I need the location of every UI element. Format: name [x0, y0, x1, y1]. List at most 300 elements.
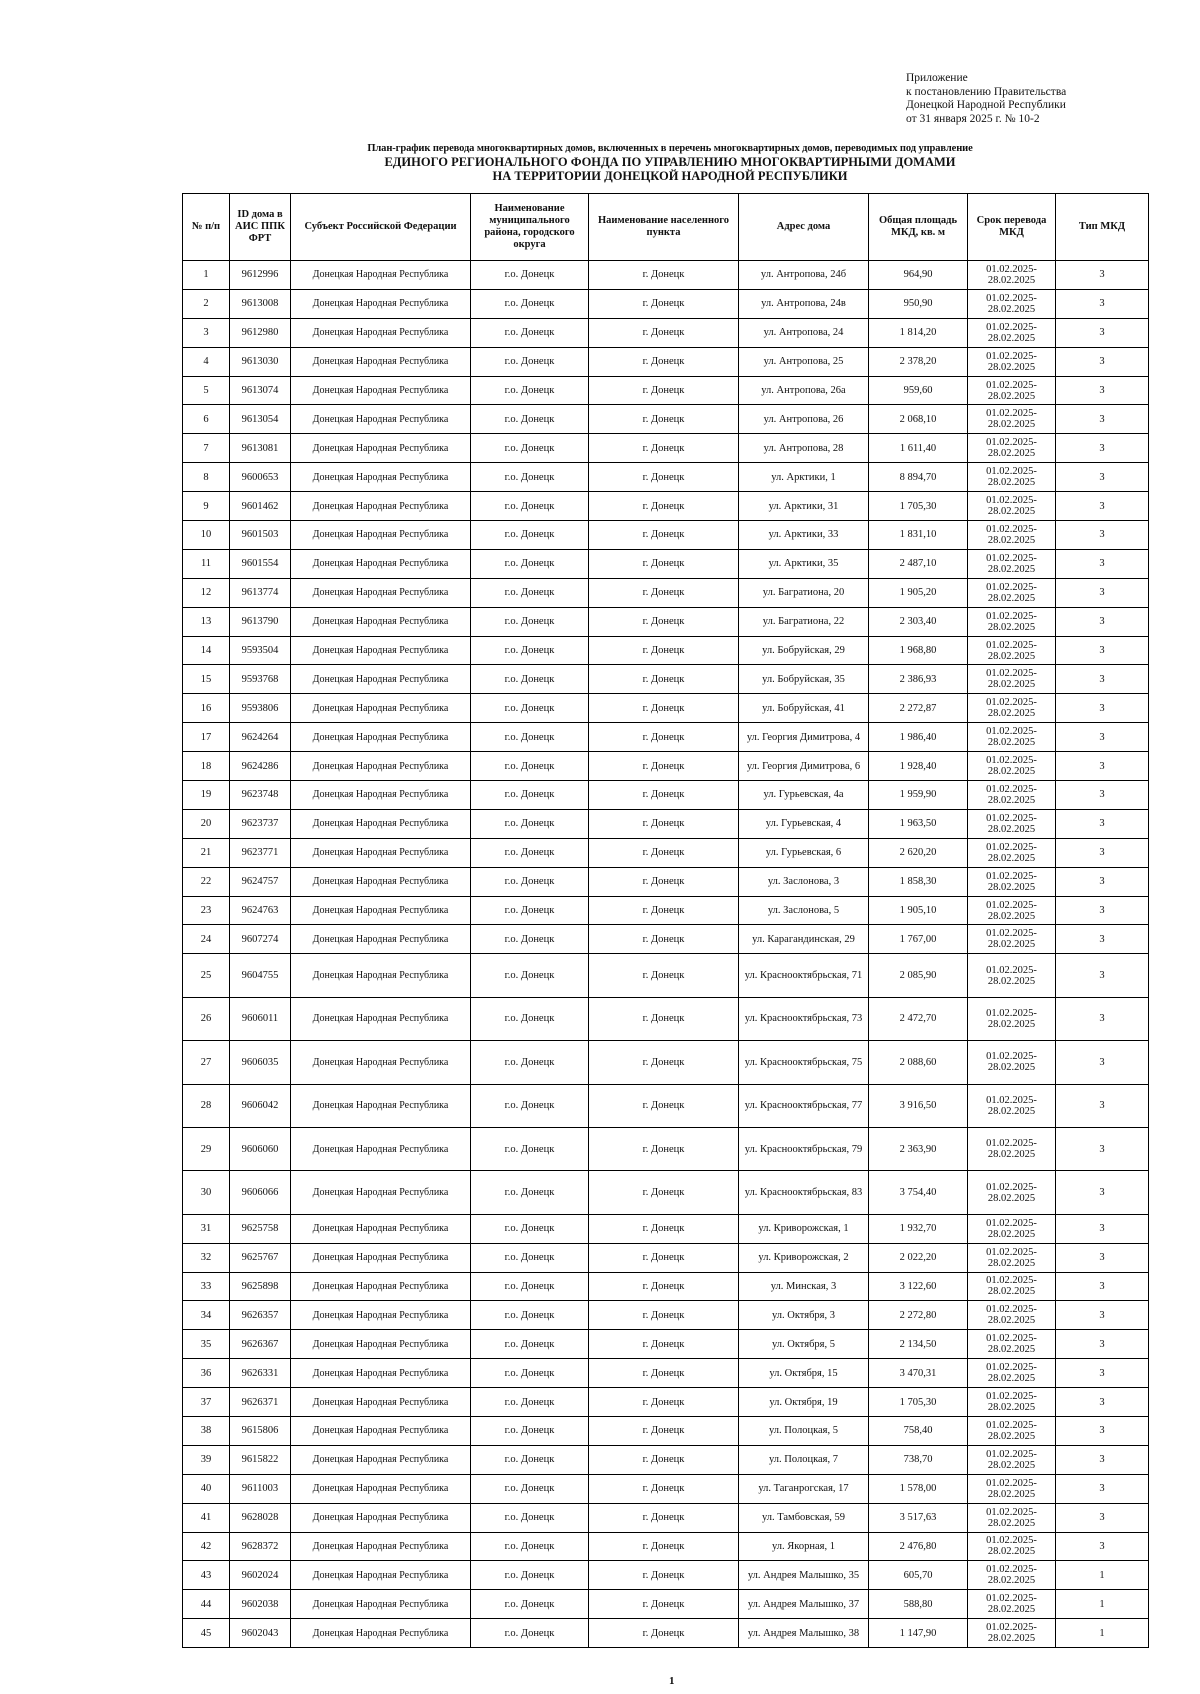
cell-term	[968, 1503, 1056, 1532]
cell-area: 3 470,31	[869, 1359, 968, 1388]
cell-type: 3	[1056, 925, 1149, 954]
cell-settlement: г. Донецк	[589, 838, 739, 867]
cell-type: 3	[1056, 318, 1149, 347]
cell-id: 9612980	[230, 318, 291, 347]
cell-type: 1	[1056, 1561, 1149, 1590]
cell-subject: Донецкая Народная Республика	[291, 1243, 471, 1272]
document-title	[150, 142, 1190, 183]
header-term: Срок перевода МКД	[968, 194, 1056, 261]
term-end: 28.02.2025	[987, 939, 1036, 951]
table-row	[183, 1590, 1149, 1619]
term-end: 28.02.2025	[987, 332, 1036, 344]
term-start: 01.02.2025-	[986, 1535, 1037, 1547]
term-end: 28.02.2025	[987, 477, 1036, 489]
term-end: 28.02.2025	[987, 881, 1036, 893]
cell-term	[968, 318, 1056, 347]
table-row	[183, 463, 1149, 492]
cell-term	[968, 636, 1056, 665]
cell-subject: Донецкая Народная Республика	[291, 838, 471, 867]
cell-num: 34	[183, 1301, 230, 1330]
cell-subject: Донецкая Народная Республика	[291, 1330, 471, 1359]
cell-term	[968, 578, 1056, 607]
cell-address: ул. Краснооктябрьская, 73	[739, 997, 869, 1040]
term-start: 01.02.2025-	[986, 1138, 1037, 1150]
cell-term	[968, 1532, 1056, 1561]
cell-id: 9625758	[230, 1214, 291, 1243]
cell-district: г.о. Донецк	[471, 1272, 589, 1301]
table-row	[183, 405, 1149, 434]
table-row	[183, 1474, 1149, 1503]
cell-id: 9624763	[230, 896, 291, 925]
cell-type: 3	[1056, 867, 1149, 896]
cell-num: 35	[183, 1330, 230, 1359]
cell-type: 3	[1056, 1416, 1149, 1445]
cell-settlement: г. Донецк	[589, 809, 739, 838]
cell-subject: Донецкая Народная Республика	[291, 521, 471, 550]
cell-district: г.о. Донецк	[471, 347, 589, 376]
cell-settlement: г. Донецк	[589, 867, 739, 896]
cell-subject: Донецкая Народная Республика	[291, 434, 471, 463]
cell-address: ул. Октября, 5	[739, 1330, 869, 1359]
cell-address: ул. Гурьевская, 4а	[739, 781, 869, 810]
cell-num: 2	[183, 289, 230, 318]
term-end: 28.02.2025	[987, 274, 1036, 286]
cell-subject: Донецкая Народная Республика	[291, 607, 471, 636]
cell-subject: Донецкая Народная Республика	[291, 1590, 471, 1619]
cell-num: 15	[183, 665, 230, 694]
term-start: 01.02.2025-	[986, 639, 1037, 651]
cell-area: 1 705,30	[869, 492, 968, 521]
cell-type: 3	[1056, 1243, 1149, 1272]
term-start: 01.02.2025-	[986, 1007, 1037, 1019]
cell-num: 9	[183, 492, 230, 521]
header-district: Наименование муниципального района, городского округа	[471, 194, 589, 261]
cell-num: 10	[183, 521, 230, 550]
table-row	[183, 1532, 1149, 1561]
cell-settlement: г. Донецк	[589, 1214, 739, 1243]
cell-subject: Донецкая Народная Республика	[291, 694, 471, 723]
term-start: 01.02.2025-	[986, 495, 1037, 507]
cell-type: 1	[1056, 1590, 1149, 1619]
cell-district: г.о. Донецк	[471, 838, 589, 867]
cell-term	[968, 607, 1056, 636]
cell-settlement: г. Донецк	[589, 1503, 739, 1532]
cell-type: 3	[1056, 636, 1149, 665]
cell-subject: Донецкая Народная Республика	[291, 1127, 471, 1170]
table-row	[183, 261, 1149, 290]
term-start: 01.02.2025-	[986, 437, 1037, 449]
cell-subject: Донецкая Народная Республика	[291, 261, 471, 290]
table-row	[183, 1416, 1149, 1445]
cell-term	[968, 1301, 1056, 1330]
cell-address: ул. Багратиона, 20	[739, 578, 869, 607]
cell-settlement: г. Донецк	[589, 1359, 739, 1388]
cell-term	[968, 289, 1056, 318]
cell-district: г.о. Донецк	[471, 1590, 589, 1619]
cell-term	[968, 1445, 1056, 1474]
appendix-header	[906, 72, 1156, 126]
cell-area: 605,70	[869, 1561, 968, 1590]
cell-id: 9626331	[230, 1359, 291, 1388]
term-start: 01.02.2025-	[986, 1362, 1037, 1374]
cell-type: 3	[1056, 694, 1149, 723]
term-end: 28.02.2025	[987, 1062, 1036, 1074]
cell-term	[968, 694, 1056, 723]
cell-type: 3	[1056, 723, 1149, 752]
term-start: 01.02.2025-	[986, 1506, 1037, 1518]
cell-district: г.о. Донецк	[471, 781, 589, 810]
cell-num: 23	[183, 896, 230, 925]
cell-type: 3	[1056, 347, 1149, 376]
cell-id: 9611003	[230, 1474, 291, 1503]
cell-area: 1 932,70	[869, 1214, 968, 1243]
cell-term	[968, 1084, 1056, 1127]
cell-id: 9628028	[230, 1503, 291, 1532]
cell-address: ул. Краснооктябрьская, 77	[739, 1084, 869, 1127]
cell-num: 30	[183, 1171, 230, 1214]
table-row	[183, 1171, 1149, 1214]
cell-settlement: г. Донецк	[589, 1388, 739, 1417]
term-end: 28.02.2025	[987, 1192, 1036, 1204]
cell-address: ул. Полоцкая, 5	[739, 1416, 869, 1445]
cell-address: ул. Антропова, 28	[739, 434, 869, 463]
cell-num: 26	[183, 997, 230, 1040]
term-start: 01.02.2025-	[986, 350, 1037, 362]
term-end: 28.02.2025	[987, 1402, 1036, 1413]
cell-num: 38	[183, 1416, 230, 1445]
cell-area: 3 916,50	[869, 1084, 968, 1127]
cell-area: 1 905,20	[869, 578, 968, 607]
cell-term	[968, 867, 1056, 896]
term-start: 01.02.2025-	[986, 841, 1037, 853]
cell-term	[968, 434, 1056, 463]
cell-address: ул. Бобруйская, 35	[739, 665, 869, 694]
cell-district: г.о. Донецк	[471, 954, 589, 997]
cell-area: 2 068,10	[869, 405, 968, 434]
cell-subject: Донецкая Народная Республика	[291, 752, 471, 781]
term-start: 01.02.2025-	[986, 1333, 1037, 1345]
term-end: 28.02.2025	[987, 1105, 1036, 1117]
cell-term	[968, 1388, 1056, 1417]
cell-area: 2 476,80	[869, 1532, 968, 1561]
cell-area: 1 963,50	[869, 809, 968, 838]
cell-settlement: г. Донецк	[589, 261, 739, 290]
cell-subject: Донецкая Народная Республика	[291, 1619, 471, 1648]
cell-address: ул. Андрея Малышко, 38	[739, 1619, 869, 1648]
cell-subject: Донецкая Народная Республика	[291, 578, 471, 607]
cell-type: 3	[1056, 434, 1149, 463]
cell-address: ул. Георгия Димитрова, 4	[739, 723, 869, 752]
cell-subject: Донецкая Народная Республика	[291, 1359, 471, 1388]
cell-district: г.о. Донецк	[471, 1503, 589, 1532]
table-row	[183, 1041, 1149, 1084]
term-end: 28.02.2025	[987, 1604, 1036, 1616]
cell-area: 2 620,20	[869, 838, 968, 867]
cell-district: г.о. Донецк	[471, 925, 589, 954]
cell-settlement: г. Донецк	[589, 318, 739, 347]
cell-subject: Донецкая Народная Республика	[291, 925, 471, 954]
cell-num: 39	[183, 1445, 230, 1474]
cell-settlement: г. Донецк	[589, 694, 739, 723]
cell-subject: Донецкая Народная Республика	[291, 1503, 471, 1532]
cell-term	[968, 1561, 1056, 1590]
cell-district: г.о. Донецк	[471, 1388, 589, 1417]
cell-address: ул. Андрея Малышко, 37	[739, 1590, 869, 1619]
header-type: Тип МКД	[1056, 194, 1149, 261]
cell-district: г.о. Донецк	[471, 318, 589, 347]
cell-district: г.о. Донецк	[471, 1243, 589, 1272]
cell-area: 1 578,00	[869, 1474, 968, 1503]
cell-id: 9602024	[230, 1561, 291, 1590]
cell-district: г.о. Донецк	[471, 289, 589, 318]
cell-address: ул. Антропова, 24в	[739, 289, 869, 318]
cell-term	[968, 925, 1056, 954]
cell-settlement: г. Донецк	[589, 781, 739, 810]
cell-address: ул. Октября, 15	[739, 1359, 869, 1388]
cell-subject: Донецкая Народная Республика	[291, 1272, 471, 1301]
cell-id: 9626371	[230, 1388, 291, 1417]
table-row	[183, 1445, 1149, 1474]
cell-num: 19	[183, 781, 230, 810]
cell-subject: Донецкая Народная Республика	[291, 1301, 471, 1330]
term-end: 28.02.2025	[987, 1546, 1036, 1558]
cell-settlement: г. Донецк	[589, 521, 739, 550]
cell-id: 9623737	[230, 809, 291, 838]
cell-area: 2 085,90	[869, 954, 968, 997]
cell-area: 1 986,40	[869, 723, 968, 752]
cell-num: 5	[183, 376, 230, 405]
header-area: Общая площадь МКД, кв. м	[869, 194, 968, 261]
cell-district: г.о. Донецк	[471, 1619, 589, 1648]
cell-subject: Донецкая Народная Республика	[291, 463, 471, 492]
term-end: 28.02.2025	[987, 975, 1036, 987]
cell-settlement: г. Донецк	[589, 434, 739, 463]
cell-num: 7	[183, 434, 230, 463]
cell-area: 1 147,90	[869, 1619, 968, 1648]
table-row	[183, 954, 1149, 997]
cell-term	[968, 1359, 1056, 1388]
cell-subject: Донецкая Народная Республика	[291, 809, 471, 838]
cell-subject: Донецкая Народная Республика	[291, 1171, 471, 1214]
cell-term	[968, 1330, 1056, 1359]
term-end: 28.02.2025	[987, 1149, 1036, 1161]
cell-type: 3	[1056, 521, 1149, 550]
term-end: 28.02.2025	[987, 621, 1036, 633]
cell-district: г.о. Донецк	[471, 1127, 589, 1170]
cell-district: г.о. Донецк	[471, 521, 589, 550]
cell-district: г.о. Донецк	[471, 1214, 589, 1243]
cell-subject: Донецкая Народная Республика	[291, 376, 471, 405]
cell-settlement: г. Донецк	[589, 492, 739, 521]
cell-type: 3	[1056, 896, 1149, 925]
cell-district: г.о. Донецк	[471, 578, 589, 607]
term-start: 01.02.2025-	[986, 1593, 1037, 1605]
term-end: 28.02.2025	[987, 506, 1036, 518]
cell-area: 3 754,40	[869, 1171, 968, 1214]
cell-area: 2 088,60	[869, 1041, 968, 1084]
table-row	[183, 521, 1149, 550]
term-start: 01.02.2025-	[986, 292, 1037, 304]
cell-term	[968, 521, 1056, 550]
cell-type: 3	[1056, 1127, 1149, 1170]
cell-settlement: г. Донецк	[589, 1243, 739, 1272]
cell-id: 9607274	[230, 925, 291, 954]
cell-term	[968, 781, 1056, 810]
cell-district: г.о. Донецк	[471, 492, 589, 521]
table-row	[183, 694, 1149, 723]
cell-type: 3	[1056, 463, 1149, 492]
cell-num: 41	[183, 1503, 230, 1532]
table-row	[183, 578, 1149, 607]
cell-district: г.о. Донецк	[471, 1041, 589, 1084]
cell-num: 45	[183, 1619, 230, 1648]
cell-subject: Донецкая Народная Республика	[291, 1561, 471, 1590]
cell-num: 17	[183, 723, 230, 752]
cell-settlement: г. Донецк	[589, 289, 739, 318]
cell-id: 9600653	[230, 463, 291, 492]
cell-settlement: г. Донецк	[589, 665, 739, 694]
cell-term	[968, 752, 1056, 781]
term-start: 01.02.2025-	[986, 783, 1037, 795]
term-start: 01.02.2025-	[986, 408, 1037, 420]
cell-type: 3	[1056, 997, 1149, 1040]
cell-term	[968, 549, 1056, 578]
cell-district: г.о. Донецк	[471, 1474, 589, 1503]
cell-type: 3	[1056, 1084, 1149, 1127]
cell-id: 9613008	[230, 289, 291, 318]
cell-address: ул. Октября, 19	[739, 1388, 869, 1417]
term-start: 01.02.2025-	[986, 1094, 1037, 1106]
cell-type: 3	[1056, 1532, 1149, 1561]
term-start: 01.02.2025-	[986, 523, 1037, 535]
cell-id: 9628372	[230, 1532, 291, 1561]
cell-address: ул. Краснооктябрьская, 83	[739, 1171, 869, 1214]
term-end: 28.02.2025	[987, 1315, 1036, 1327]
cell-address: ул. Заслонова, 3	[739, 867, 869, 896]
term-end: 28.02.2025	[987, 448, 1036, 460]
cell-type: 3	[1056, 1214, 1149, 1243]
cell-district: г.о. Донецк	[471, 434, 589, 463]
table-row	[183, 1272, 1149, 1301]
term-end: 28.02.2025	[987, 650, 1036, 662]
cell-district: г.о. Донецк	[471, 997, 589, 1040]
table-row	[183, 809, 1149, 838]
cell-num: 11	[183, 549, 230, 578]
cell-num: 31	[183, 1214, 230, 1243]
cell-settlement: г. Донецк	[589, 1041, 739, 1084]
cell-area: 588,80	[869, 1590, 968, 1619]
cell-address: ул. Тамбовская, 59	[739, 1503, 869, 1532]
cell-area: 3 517,63	[869, 1503, 968, 1532]
page-number: 1	[669, 1675, 675, 1687]
cell-type: 3	[1056, 1359, 1149, 1388]
cell-settlement: г. Донецк	[589, 997, 739, 1040]
term-start: 01.02.2025-	[986, 1564, 1037, 1576]
table-row	[183, 492, 1149, 521]
cell-settlement: г. Донецк	[589, 1330, 739, 1359]
cell-district: г.о. Донецк	[471, 867, 589, 896]
table-row	[183, 1503, 1149, 1532]
cell-num: 16	[183, 694, 230, 723]
cell-settlement: г. Донецк	[589, 1171, 739, 1214]
cell-settlement: г. Донецк	[589, 1474, 739, 1503]
cell-num: 25	[183, 954, 230, 997]
cell-type: 3	[1056, 1041, 1149, 1084]
cell-district: г.о. Донецк	[471, 896, 589, 925]
cell-subject: Донецкая Народная Республика	[291, 1388, 471, 1417]
term-end: 28.02.2025	[987, 1488, 1036, 1500]
cell-id: 9593504	[230, 636, 291, 665]
cell-type: 3	[1056, 1388, 1149, 1417]
cell-area: 2 363,90	[869, 1127, 968, 1170]
cell-settlement: г. Донецк	[589, 1416, 739, 1445]
term-start: 01.02.2025-	[986, 1051, 1037, 1063]
table-row	[183, 867, 1149, 896]
table-row	[183, 1084, 1149, 1127]
cell-term	[968, 405, 1056, 434]
table-row	[183, 549, 1149, 578]
cell-term	[968, 347, 1056, 376]
cell-num: 12	[183, 578, 230, 607]
cell-district: г.о. Донецк	[471, 261, 589, 290]
cell-subject: Донецкая Народная Республика	[291, 289, 471, 318]
cell-area: 3 122,60	[869, 1272, 968, 1301]
cell-term	[968, 1171, 1056, 1214]
appendix-line: к постановлению Правительства	[906, 85, 1067, 98]
cell-address: ул. Георгия Димитрова, 6	[739, 752, 869, 781]
cell-subject: Донецкая Народная Республика	[291, 347, 471, 376]
cell-district: г.о. Донецк	[471, 1301, 589, 1330]
term-end: 28.02.2025	[987, 1517, 1036, 1529]
cell-id: 9601462	[230, 492, 291, 521]
cell-num: 4	[183, 347, 230, 376]
cell-area: 2 272,80	[869, 1301, 968, 1330]
cell-area: 1 928,40	[869, 752, 968, 781]
table-row	[183, 925, 1149, 954]
term-end: 28.02.2025	[987, 823, 1036, 835]
cell-district: г.о. Донецк	[471, 1084, 589, 1127]
cell-area: 1 959,90	[869, 781, 968, 810]
cell-settlement: г. Донецк	[589, 1532, 739, 1561]
table-row	[183, 665, 1149, 694]
term-start: 01.02.2025-	[986, 1304, 1037, 1316]
cell-type: 3	[1056, 1474, 1149, 1503]
cell-id: 9624757	[230, 867, 291, 896]
cell-id: 9615822	[230, 1445, 291, 1474]
cell-area: 758,40	[869, 1416, 968, 1445]
cell-district: г.о. Донецк	[471, 723, 589, 752]
cell-subject: Донецкая Народная Республика	[291, 636, 471, 665]
term-start: 01.02.2025-	[986, 321, 1037, 333]
cell-subject: Донецкая Народная Республика	[291, 405, 471, 434]
table-row	[183, 1243, 1149, 1272]
cell-address: ул. Арктики, 35	[739, 549, 869, 578]
cell-term	[968, 896, 1056, 925]
cell-subject: Донецкая Народная Республика	[291, 549, 471, 578]
cell-term	[968, 1619, 1056, 1648]
cell-id: 9606035	[230, 1041, 291, 1084]
cell-term	[968, 376, 1056, 405]
cell-address: ул. Октября, 3	[739, 1301, 869, 1330]
cell-term	[968, 997, 1056, 1040]
cell-address: ул. Заслонова, 5	[739, 896, 869, 925]
cell-address: ул. Антропова, 26	[739, 405, 869, 434]
table-row	[183, 752, 1149, 781]
cell-area: 1 858,30	[869, 867, 968, 896]
term-end: 28.02.2025	[987, 1430, 1036, 1442]
table-row	[183, 289, 1149, 318]
cell-id: 9601554	[230, 549, 291, 578]
